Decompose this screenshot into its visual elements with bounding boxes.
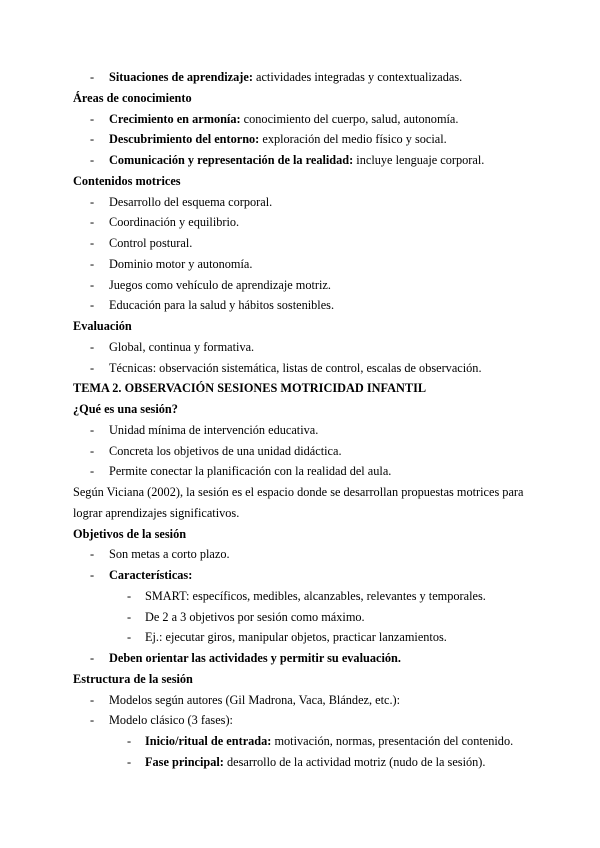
bullet-dash: - xyxy=(90,651,95,665)
bullet-bold-label: Crecimiento en armonía: xyxy=(109,111,241,126)
bullet-body: Son metas a corto plazo. xyxy=(109,547,230,562)
bullet-body: motivación, normas, presentación del contenido. xyxy=(271,734,514,748)
bullet-body: Concreta los objetivos de una unidad didáctica. xyxy=(109,443,342,458)
bullet-text xyxy=(109,192,272,213)
bullet-dash: - xyxy=(90,215,95,230)
bullet-text xyxy=(145,752,485,773)
bullet-bold-label: Fase principal: xyxy=(145,754,224,769)
bullet-dash: - xyxy=(90,692,95,707)
bullet-bold-label: Comunicación y representación de la realidad: xyxy=(109,153,354,167)
bullet-item xyxy=(0,544,600,565)
bullet-dash: - xyxy=(90,339,95,354)
bullet-dash: - xyxy=(127,609,132,624)
bullet-body: actividades integradas y contextualizadas. xyxy=(252,70,463,84)
bullet-text xyxy=(145,731,513,752)
sub-bullet-item xyxy=(0,607,600,628)
bullet-body: Juegos como vehículo de aprendizaje motriz. xyxy=(109,277,331,292)
bullet-bold-label: Descubrimiento del entorno: xyxy=(109,132,260,147)
bullet-text xyxy=(109,67,462,88)
bullet-item xyxy=(0,67,600,88)
section-heading: ¿Qué es una sesión? xyxy=(73,402,178,416)
sub-bullet-item xyxy=(0,731,600,752)
bullet-dash: - xyxy=(127,588,132,603)
bullet-body: Modelo clásico (3 fases): xyxy=(109,713,233,728)
bullet-dash: - xyxy=(90,547,95,562)
bullet-text xyxy=(109,129,447,150)
bullet-dash: - xyxy=(90,568,95,582)
bullet-item xyxy=(0,358,600,379)
bullet-dash: - xyxy=(90,464,95,479)
section-heading: Contenidos motrices xyxy=(73,173,181,188)
bullet-bold-label: Situaciones de aprendizaje: xyxy=(109,70,253,84)
bullet-body: SMART: específicos, medibles, alcanzables, relevantes y temporales. xyxy=(145,588,486,603)
bullet-dash: - xyxy=(90,153,95,167)
bullet-dash: - xyxy=(127,734,132,748)
bullet-dash: - xyxy=(90,256,95,271)
section-heading: Estructura de la sesión xyxy=(73,671,193,686)
bullet-item xyxy=(0,233,600,254)
bullet-item xyxy=(0,254,600,275)
bullet-dash: - xyxy=(90,132,95,147)
bullet-text xyxy=(145,627,447,648)
bullet-body: Permite conectar la planificación con la realidad del aula. xyxy=(109,464,392,479)
bullet-body: Modelos según autores (Gil Madrona, Vaca, Blández, etc.): xyxy=(109,692,401,707)
bullet-item xyxy=(0,690,600,711)
bullet-item xyxy=(0,337,600,358)
bullet-text xyxy=(109,109,458,130)
bullet-body: conocimiento del cuerpo, salud, autonomía. xyxy=(240,111,459,126)
bullet-item xyxy=(0,441,600,462)
sub-bullet-item xyxy=(0,752,600,773)
bullet-text xyxy=(109,420,318,441)
bullet-text xyxy=(109,690,400,711)
bullet-item xyxy=(0,109,600,130)
bullet-item xyxy=(0,212,600,233)
bullet-text xyxy=(109,295,334,316)
bullet-body: Dominio motor y autonomía. xyxy=(109,256,253,271)
bullet-item xyxy=(0,461,600,482)
bullet-text xyxy=(109,337,254,358)
bullet-body: Unidad mínima de intervención educativa. xyxy=(109,422,319,437)
bullet-dash: - xyxy=(90,70,95,84)
bullet-dash: - xyxy=(127,754,132,769)
bullet-bold-label: Deben orientar las actividades y permitir su evaluación. xyxy=(109,651,401,665)
bullet-dash: - xyxy=(90,360,95,375)
bullet-item xyxy=(0,565,600,586)
bullet-dash: - xyxy=(90,236,95,250)
bullet-body: exploración del medio físico y social. xyxy=(259,132,447,147)
bullet-text xyxy=(109,150,484,171)
bullet-item xyxy=(0,295,600,316)
bullet-item xyxy=(0,648,600,669)
bullet-text xyxy=(109,648,401,669)
bullet-body: Educación para la salud y hábitos sostenibles. xyxy=(109,298,335,313)
bullet-item xyxy=(0,129,600,150)
bullet-text xyxy=(109,212,239,233)
sub-bullet-item xyxy=(0,627,600,648)
bullet-text xyxy=(109,233,192,254)
bullet-body: Global, continua y formativa. xyxy=(109,339,255,354)
sub-bullet-item xyxy=(0,586,600,607)
bullet-body: desarrollo de la actividad motriz (nudo de la sesión). xyxy=(223,754,486,769)
bullet-body: De 2 a 3 objetivos por sesión como máximo. xyxy=(145,609,365,624)
bullet-dash: - xyxy=(90,298,95,313)
bullet-text xyxy=(109,441,342,462)
bullet-body: Ej.: ejecutar giros, manipular objetos, practicar lanzamientos. xyxy=(145,630,447,645)
bullet-dash: - xyxy=(127,630,132,645)
bullet-text xyxy=(145,586,486,607)
bullet-dash: - xyxy=(90,713,95,728)
bullet-item xyxy=(0,150,600,171)
bullet-text xyxy=(109,461,391,482)
bullet-body: Desarrollo del esquema corporal. xyxy=(109,194,273,209)
bullet-text xyxy=(109,544,230,565)
paragraph-line: Según Viciana (2002), la sesión es el espacio donde se desarrollan propuestas motrices para xyxy=(73,485,524,499)
bullet-dash: - xyxy=(90,422,95,437)
bullet-text xyxy=(109,710,233,731)
section-heading: Áreas de conocimiento xyxy=(73,90,192,105)
bullet-dash: - xyxy=(90,277,95,292)
bullet-body: incluye lenguaje corporal. xyxy=(353,153,485,167)
section-heading: TEMA 2. OBSERVACIÓN SESIONES MOTRICIDAD INFANTIL xyxy=(73,381,427,396)
bullet-dash: - xyxy=(90,111,95,126)
bullet-item xyxy=(0,420,600,441)
bullet-text xyxy=(109,275,331,296)
bullet-item xyxy=(0,710,600,731)
bullet-bold-label: Características: xyxy=(109,568,193,582)
bullet-text xyxy=(109,254,252,275)
bullet-body: Técnicas: observación sistemática, listas de control, escalas de observación. xyxy=(109,360,482,375)
bullet-item xyxy=(0,192,600,213)
bullet-text xyxy=(109,358,482,379)
bullet-bold-label: Inicio/ritual de entrada: xyxy=(145,734,272,748)
section-heading: Evaluación xyxy=(73,319,132,333)
bullet-body: Control postural. xyxy=(109,236,193,250)
bullet-text xyxy=(145,607,365,628)
bullet-item xyxy=(0,275,600,296)
bullet-text xyxy=(109,565,192,586)
bullet-dash: - xyxy=(90,443,95,458)
bullet-dash: - xyxy=(90,194,95,209)
paragraph-line: lograr aprendizajes significativos. xyxy=(73,505,240,520)
section-heading: Objetivos de la sesión xyxy=(73,526,187,541)
bullet-body: Coordinación y equilibrio. xyxy=(109,215,240,230)
